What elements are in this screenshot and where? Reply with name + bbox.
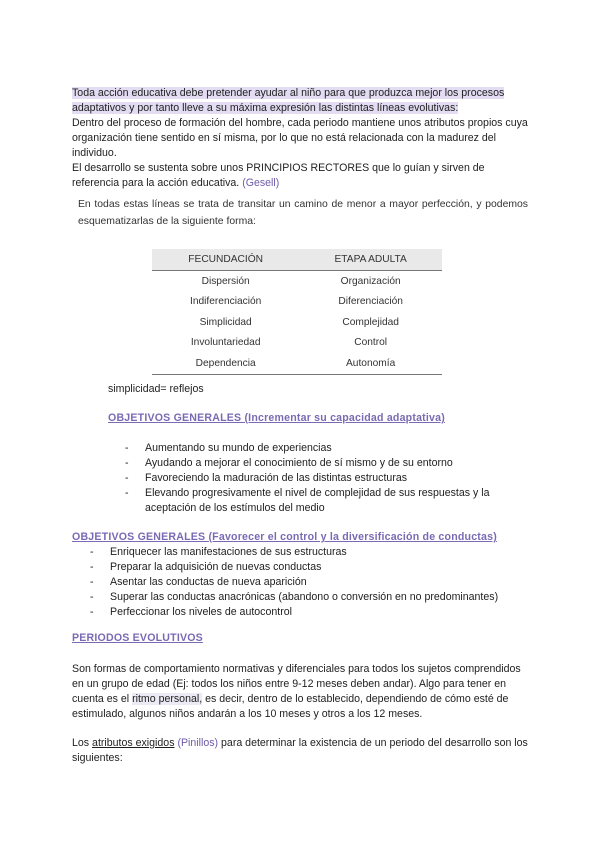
periods-heading: PERIODOS EVOLUTIVOS bbox=[72, 632, 203, 644]
header-etapa-adulta: ETAPA ADULTA bbox=[299, 249, 442, 271]
intro-section bbox=[72, 86, 532, 191]
objectives-control-list bbox=[90, 545, 520, 620]
table-row: Dispersión Organización bbox=[201, 275, 401, 287]
intro-paragraph-principles: El desarrollo se sustenta sobre unos PRINCIPIOS RECTORES que lo guían y sirven de referencia para la acción educativa. (Gesell) bbox=[72, 162, 485, 189]
header-fecundacion: FECUNDACIÓN bbox=[152, 249, 299, 271]
table-row: Simplicidad Complejidad bbox=[199, 316, 399, 328]
gesell-citation: (Gesell) bbox=[242, 177, 280, 189]
scanned-paragraph: En todas estas líneas se trata de transitar un camino de menor a mayor perfección, y podemos esquematizarlas de la siguiente forma: bbox=[78, 199, 528, 227]
intro-paragraph-formation: Dentro del proceso de formación del hombre, cada periodo mantiene unos atributos propios cuya organización tiene sentido en sí misma, por lo que no está relacionada con la madurez del individuo. bbox=[72, 117, 528, 159]
pinillos-citation: (Pinillos) bbox=[177, 737, 219, 749]
intro-highlight: Toda acción educativa debe pretender ayudar al niño para que produzca mejor los procesos adaptativos y por tanto lleve a su máxima expresión las distintas líneas evolutivas: bbox=[72, 87, 505, 114]
list-item: - Asentar las conductas de nueva aparición bbox=[90, 575, 520, 590]
table-row: Dependencia Autonomía bbox=[152, 353, 442, 374]
periods-paragraph: Son formas de comportamiento normativas y diferenciales para todos los sujetos comprendidos en un grupo de edad (Ej: todos los niños entre 9-12 meses deben andar). Algo para tener en cuenta es el ritmo personal, es decir, dentro de lo establecido, dependiendo de cómo esté de estimulado, algunos niños andarán a los 10 meses y otros a los 12 meses. bbox=[72, 663, 521, 720]
list-item: - Superar las conductas anacrónicas (abandono o conversión en no predominantes) bbox=[90, 590, 520, 605]
list-item: - Elevando progresivamente el nivel de complejidad de sus respuestas y la aceptación de los estímulos del medio bbox=[125, 486, 525, 516]
objectives-adaptive-list bbox=[125, 441, 525, 516]
stages-table bbox=[152, 249, 442, 375]
list-item: - Perfeccionar los niveles de autocontrol bbox=[90, 605, 520, 620]
table-row: Indiferenciación Diferenciación bbox=[189, 296, 403, 308]
objectives-adaptive-heading: OBJETIVOS GENERALES (Incrementar su capacidad adaptativa) bbox=[108, 412, 445, 424]
list-item: - Aumentando su mundo de experiencias bbox=[125, 441, 525, 456]
list-item: - Favoreciendo la maduración de las distintas estructuras bbox=[125, 471, 525, 486]
attributes-paragraph: Los atributos exigidos (Pinillos) para determinar la existencia de un periodo del desarrollo son los siguientes: bbox=[72, 737, 528, 764]
table-row: Involuntariedad Control bbox=[190, 337, 388, 349]
list-item: - Preparar la adquisición de nuevas conductas bbox=[90, 560, 520, 575]
required-attributes-term: atributos exigidos bbox=[92, 737, 175, 749]
simplicity-note: simplicidad= reflejos bbox=[108, 383, 204, 395]
list-item: - Enriquecer las manifestaciones de sus estructuras bbox=[90, 545, 520, 560]
table-header-row bbox=[152, 249, 442, 271]
personal-rhythm-highlight: ritmo personal, bbox=[132, 693, 203, 705]
objectives-control-heading: OBJETIVOS GENERALES (Favorecer el control y la diversificación de conductas) bbox=[72, 531, 497, 543]
list-item: - Ayudando a mejorar el conocimiento de sí mismo y de su entorno bbox=[125, 456, 525, 471]
